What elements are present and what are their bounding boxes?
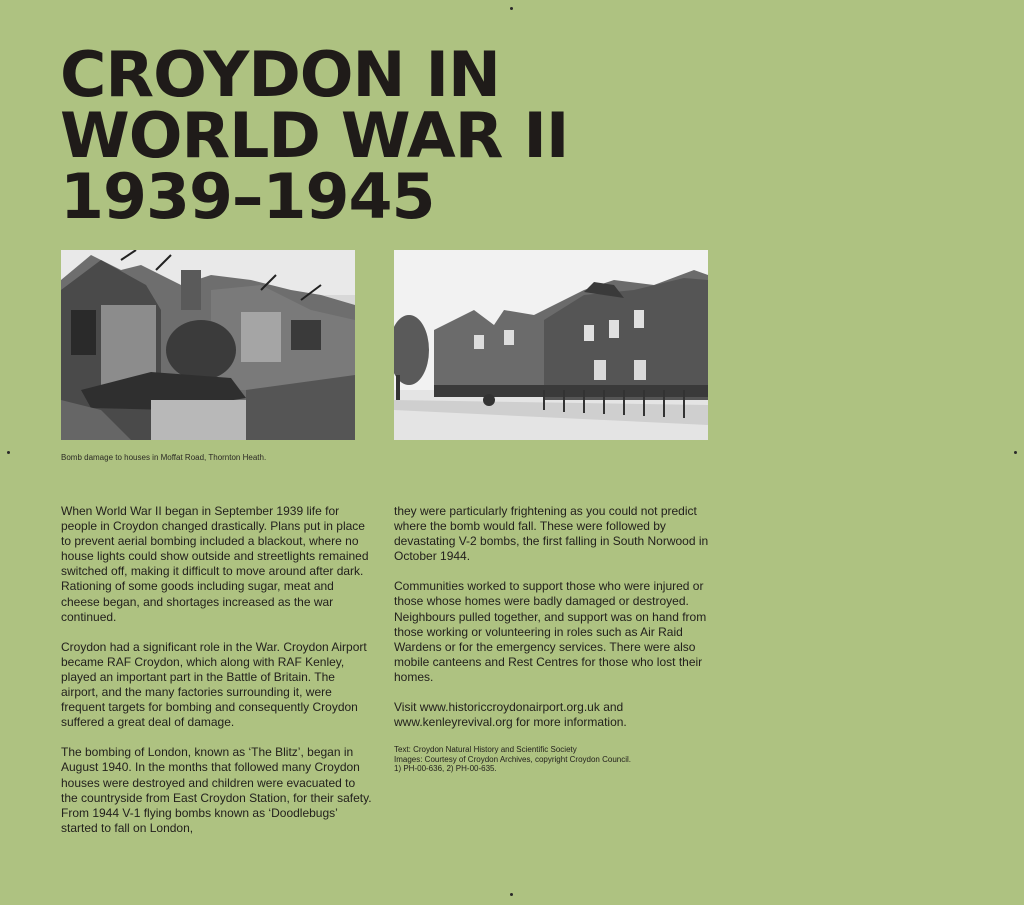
- credits-refs: 1) PH-00-636, 2) PH-00-635.: [394, 764, 497, 774]
- registration-mark-top: [510, 7, 513, 10]
- photo-bomb-damage-1: [61, 250, 355, 440]
- paragraph-4: they were particularly frightening as you could not predict where the bomb would fall. These were followed by devastating V-2 bombs, the first falling in South Norwood in October 1944.: [394, 504, 709, 564]
- paragraph-3: The bombing of London, known as ‘The Blitz’, began in August 1940. In the months that followed many Croydon houses were destroyed and children were evacuated to the countryside from East Croydon Station, for their safety. From 1944 V-1 flying bombs known as ‘Doodlebugs’ started to fall on London,: [61, 745, 372, 835]
- paragraph-2: Croydon had a significant role in the War. Croydon Airport became RAF Croydon, which along with RAF Kenley, played an important part in the Battle of Britain. The airport, and the many factories surrounding it, were frequent targets for bombing and consequently Croydon suffered a great deal of damage.: [61, 639, 367, 730]
- registration-mark-right: [1014, 451, 1017, 454]
- paragraph-1: When World War II began in September 1939 life for people in Croydon changed drastically. Plans put in place to prevent aerial bombing included a blackout, where no house lights could show outside and streetlights remained switched off, making it difficult to move around after dark. Rationing of some goods including sugar, meat and cheese began, and shortages increased as the war continued.: [61, 504, 369, 624]
- photo-bomb-damage-2: [394, 250, 708, 440]
- title-line-3: 1939–1945: [60, 160, 435, 233]
- page-title: [60, 38, 569, 233]
- registration-mark-left: [7, 451, 10, 454]
- body-column-left: [61, 504, 373, 851]
- credits-text: Text: Croydon Natural History and Scientific Society: [394, 745, 577, 755]
- registration-mark-bottom: [510, 893, 513, 896]
- credits: [394, 745, 709, 774]
- photo-caption: Bomb damage to houses in Moffat Road, Thornton Heath.: [61, 453, 267, 462]
- paragraph-6: Visit www.historiccroydonairport.org.uk and www.kenleyrevival.org for more information.: [394, 700, 627, 730]
- body-column-right: [394, 504, 709, 789]
- paragraph-5: Communities worked to support those who were injured or those whose homes were badly damaged or destroyed. Neighbours pulled together, and support was on hand from those working or volunteering in roles such as Air Raid Wardens or for the emergency services. There were also mobile canteens and Rest Centres for those who lost their homes.: [394, 579, 707, 684]
- title-line-2: WORLD WAR II: [60, 99, 569, 172]
- credits-images: Images: Courtesy of Croydon Archives, copyright Croydon Council.: [394, 754, 631, 764]
- title-line-1: CROYDON IN: [60, 38, 500, 111]
